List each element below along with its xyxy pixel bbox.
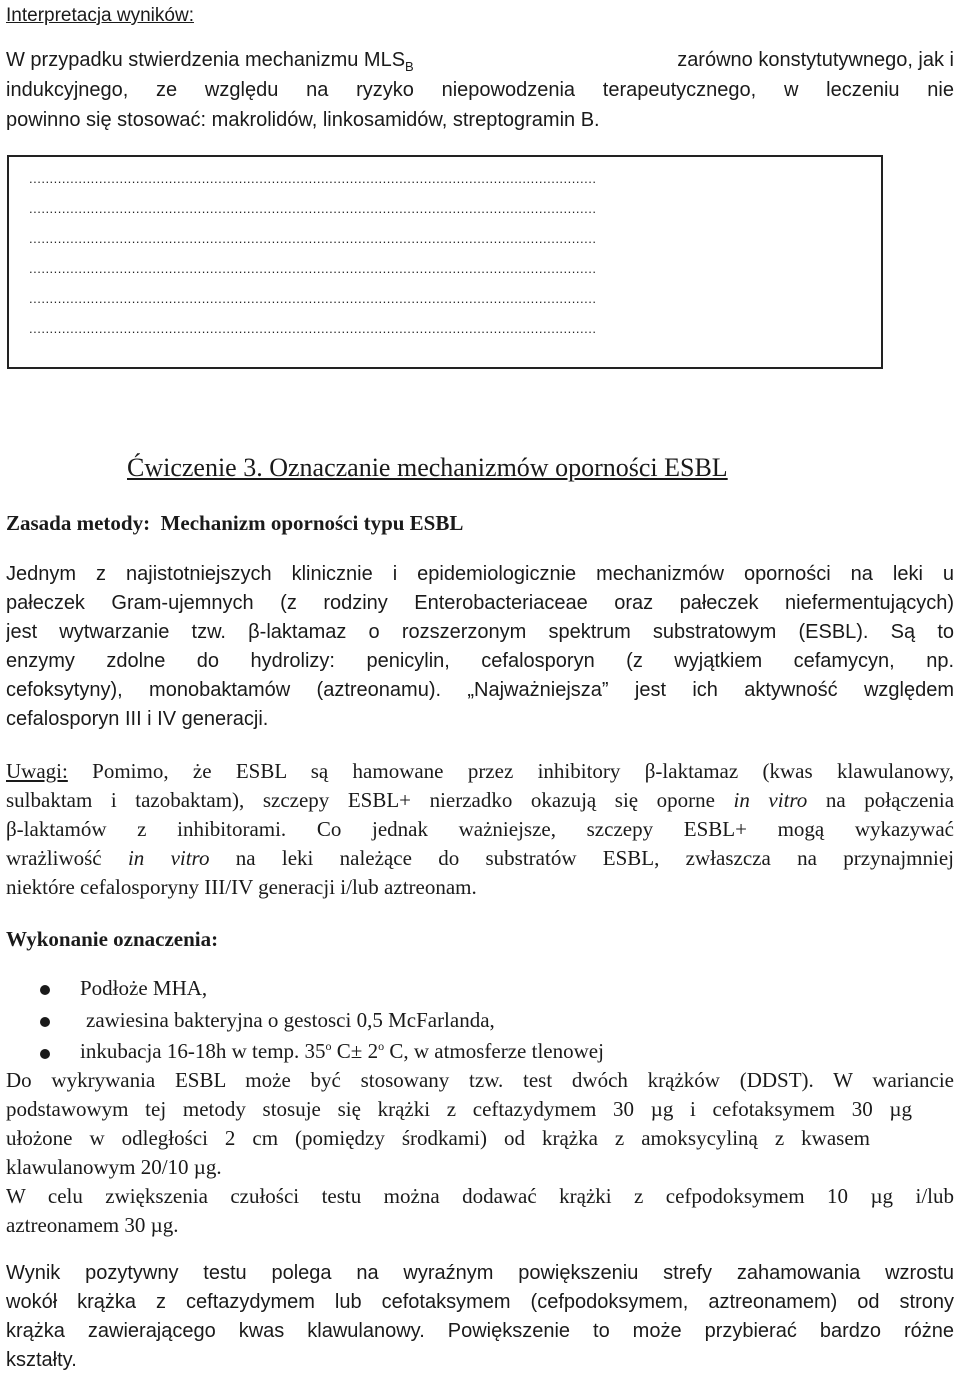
result-line: Wynik pozytywny testu polega na wyraźnym powiększeniu strefy zahamowania wzrostu	[6, 1262, 954, 1284]
paragraph-1-line: enzymy zdolne do hydrolizy: penicylin, cefalosporyn (z wyjątkiem cefamycyn, np.	[6, 650, 954, 672]
bullet-dot	[40, 1049, 50, 1059]
remarks-line-2-end: na połączenia	[825, 788, 954, 812]
procedure-line: W celu zwiększenia czułości testu można dodawać krążki z cefpodoksymem 10 µg i/lub	[6, 1184, 954, 1208]
procedure-line: Do wykrywania ESBL może być stosowany tzw. test dwóch krążków (DDST). W wariancie	[6, 1068, 954, 1092]
procedure-bullet-3	[80, 1039, 604, 1064]
procedure-heading: Wykonanie oznaczenia:	[6, 927, 219, 951]
principle-label: Zasada metody:	[6, 511, 151, 535]
result-line: krążka zawierającego kwas klawulanowy. Powiększenie to może przybierać bardzo różne	[6, 1320, 954, 1342]
result-line: wokół krążka z ceftazydymem lub cefotaksymem (cefpodoksymem, aztreonamem) od strony	[6, 1291, 954, 1313]
remarks-line-1-text: Pomimo, że ESBL są hamowane przez inhibitory β-laktamaz (kwas klawulanowy,	[92, 759, 954, 783]
remarks-line-3: β-laktamów z inhibitorami. Co jednak ważniejsze, szczepy ESBL+ mogą wykazywać	[6, 817, 954, 841]
principle-text: Mechanizm oporności typu ESBL	[160, 511, 464, 535]
answer-dotted-line[interactable]: ..........................................................................................................................................	[29, 231, 597, 246]
bullet-3-part-c: C, w atmosferze tlenowej	[389, 1039, 604, 1063]
degree-superscript: o	[325, 1039, 332, 1053]
remarks-line-2	[6, 788, 954, 813]
degree-superscript: o	[378, 1039, 385, 1053]
remarks-line-4-end: na leki należące do substratów ESBL, zwłaszcza na przynajmniej	[235, 846, 954, 870]
interpretation-line-1b: zarówno konstytutywnego, jak i	[677, 49, 954, 71]
procedure-line: aztreonamem 30 µg.	[6, 1213, 179, 1237]
paragraph-1-line: Jednym z najistotniejszych klinicznie i epidemiologicznie mechanizmów oporności na leki u	[6, 563, 954, 585]
remarks-line-1	[6, 759, 954, 784]
principle-line	[6, 511, 463, 536]
in-vitro-italic: in vitro	[127, 846, 210, 870]
remarks-line-2-text: sulbaktam i tazobaktam), szczepy ESBL+ nierzadko okazują się oporne	[6, 788, 715, 812]
mls-subscript: B	[405, 59, 414, 74]
answer-box	[7, 155, 883, 369]
procedure-line: klawulanowym 20/10 µg.	[6, 1155, 222, 1179]
remarks-label: Uwagi:	[6, 759, 68, 783]
remarks-line-5: niektóre cefalosporyny III/IV generacji i/lub aztreonam.	[6, 875, 477, 899]
interpretation-line-2: indukcyjnego, ze względu na ryzyko niepowodzenia terapeutycznego, w leczeniu nie	[6, 79, 954, 101]
interpretation-line-1-text: W przypadku stwierdzenia mechanizmu MLS	[6, 49, 406, 71]
interpretation-heading: Interpretacja wyników:	[6, 5, 194, 26]
interpretation-line-3: powinno się stosować: makrolidów, linkosamidów, streptogramin B.	[6, 109, 600, 131]
answer-dotted-line[interactable]: ..........................................................................................................................................	[29, 201, 597, 216]
remarks-line-4-text: wrażliwość	[6, 846, 102, 870]
interpretation-line-1a	[6, 49, 414, 74]
result-last-line: kształty.	[6, 1349, 77, 1371]
procedure-bullet-2: zawiesina bakteryjna o gestosci 0,5 McFarlanda,	[86, 1008, 495, 1032]
paragraph-1-line: pałeczek Gram-ujemnych (z rodziny Enterobacteriaceae oraz pałeczek niefermentujących)	[6, 592, 954, 614]
remarks-line-4	[6, 846, 954, 871]
paragraph-1-line: cefoksytyny), monobaktamów (aztreonamu). „Najważniejsza” jest ich aktywność względem	[6, 679, 954, 701]
procedure-bullet-1: Podłoże MHA,	[80, 976, 208, 1000]
procedure-line: podstawowym tej metody stosuje się krążki z ceftazydymem 30 µg i cefotaksymem 30 µg	[6, 1097, 912, 1121]
bullet-dot	[40, 1017, 50, 1027]
answer-dotted-line[interactable]: ..........................................................................................................................................	[29, 321, 597, 336]
exercise-title: Ćwiczenie 3. Oznaczanie mechanizmów oporności ESBL	[127, 453, 728, 482]
bullet-3-part-a: inkubacja 16-18h w temp. 35	[80, 1039, 326, 1063]
paragraph-1-last-line: cefalosporyn III i IV generacji.	[6, 708, 269, 730]
bullet-dot	[40, 985, 50, 995]
procedure-line: ułożone w odległości 2 cm (pomiędzy środkami) od krążka z amoksycyliną z kwasem	[6, 1126, 870, 1150]
answer-dotted-line[interactable]: ..........................................................................................................................................	[29, 171, 597, 186]
answer-dotted-line[interactable]: ..........................................................................................................................................	[29, 261, 597, 276]
answer-dotted-line[interactable]: ..........................................................................................................................................	[29, 291, 597, 306]
in-vitro-italic: in vitro	[733, 788, 808, 812]
paragraph-1-line: jest wytwarzanie tzw. β-laktamaz o rozszerzonym spektrum substratowym (ESBL). Są to	[6, 621, 954, 643]
bullet-3-part-b: C± 2	[336, 1039, 379, 1063]
